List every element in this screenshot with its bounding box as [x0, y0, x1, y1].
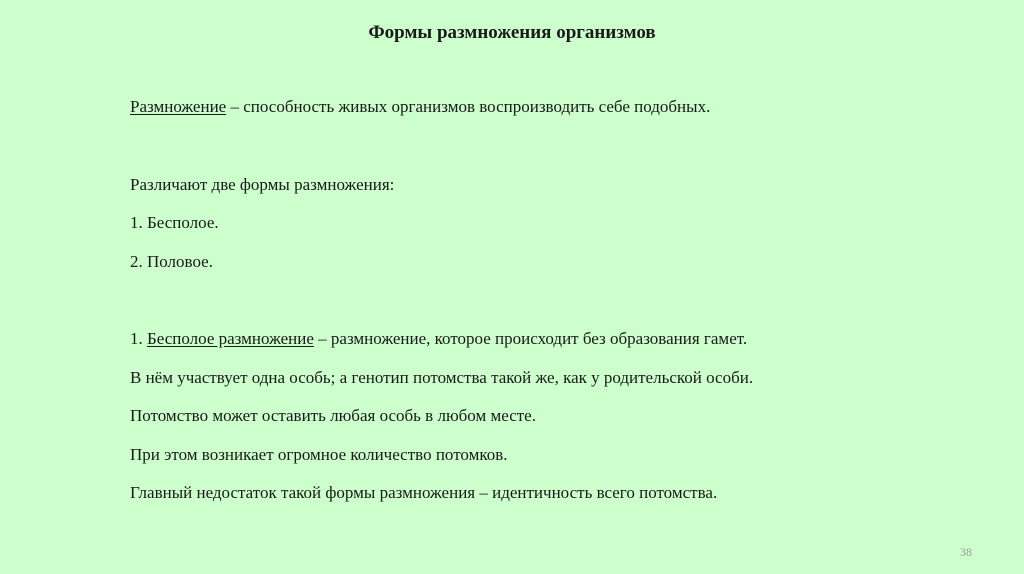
asexual-prefix: 1.	[130, 329, 147, 348]
asexual-definition-line	[130, 327, 747, 351]
definition-text: – способность живых организмов воспроизводить себе подобных.	[226, 97, 711, 116]
asexual-point: В нём участвует одна особь; а генотип потомства такой же, как у родительской особи.	[130, 368, 754, 387]
asexual-point: Главный недостаток такой формы размножения – идентичность всего потомства.	[130, 483, 718, 502]
asexual-point: При этом возникает огромное количество потомков.	[130, 445, 508, 464]
page-number: 38	[960, 545, 972, 559]
form-item-asexual: 1. Бесполое.	[130, 213, 219, 232]
asexual-term: Бесполое размножение	[147, 329, 314, 348]
definition-line	[130, 95, 710, 119]
slide-title: Формы размножения организмов	[368, 22, 656, 43]
forms-intro: Различают две формы размножения:	[130, 175, 395, 194]
asexual-text: – размножение, которое происходит без образования гамет.	[313, 329, 748, 348]
form-item-sexual: 2. Половое.	[130, 252, 213, 271]
asexual-point: Потомство может оставить любая особь в любом месте.	[130, 406, 536, 425]
definition-term: Размножение	[130, 97, 227, 116]
